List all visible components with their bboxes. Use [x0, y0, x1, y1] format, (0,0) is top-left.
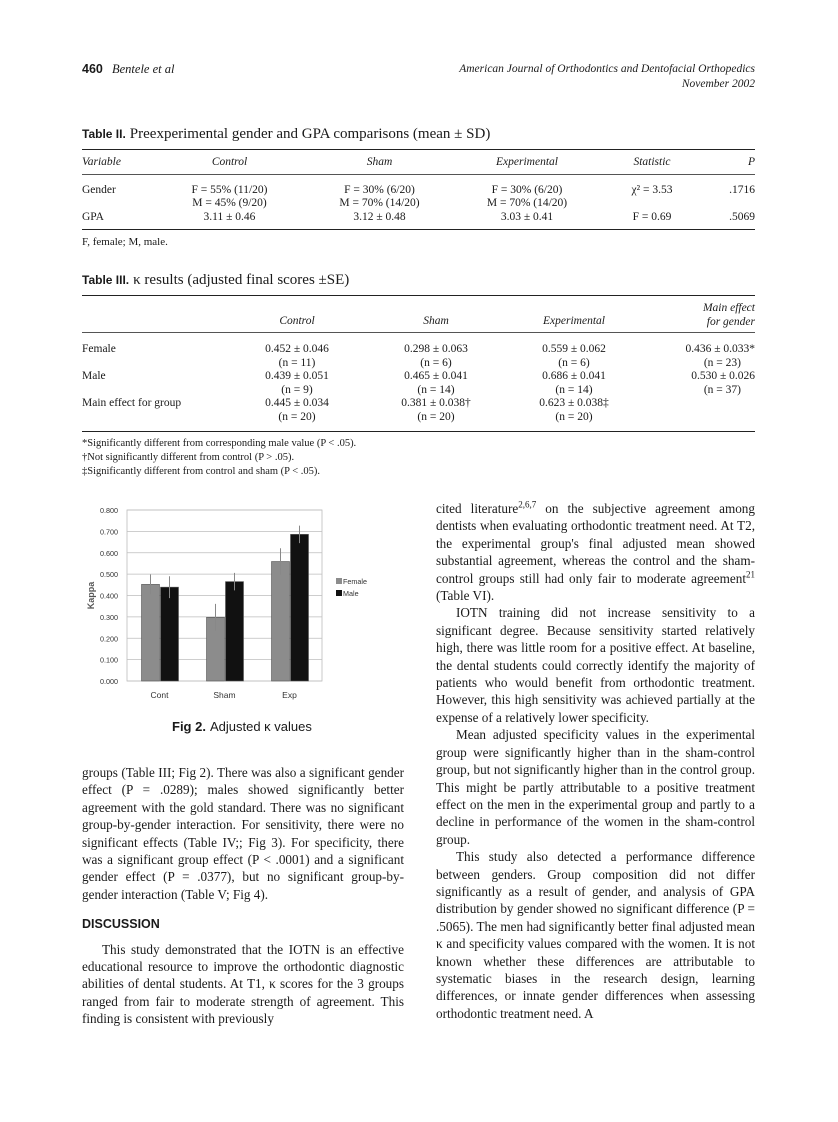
- table-cell: 3.12 ± 0.48: [353, 210, 406, 223]
- table2-caption: [82, 126, 490, 143]
- table3-caption: [82, 272, 349, 289]
- table-row: [82, 211, 755, 225]
- table3-header-row: [82, 302, 755, 329]
- table-cell: 0.530 ± 0.026 (n = 37): [691, 370, 755, 396]
- right-column: [436, 500, 755, 1022]
- table-cell: F = 30% (6/20) M = 70% (14/20): [339, 183, 420, 209]
- table-cell: .1716: [729, 183, 755, 196]
- table3-col-experimental: Experimental: [543, 315, 605, 327]
- table2-col-variable: Variable: [82, 156, 121, 168]
- table2-top-rule: [82, 149, 755, 150]
- journal-name: American Journal of Orthodontics and Dentofacial Orthopedics: [459, 63, 755, 75]
- table2: [82, 156, 755, 224]
- journal-issue: November 2002: [681, 78, 755, 90]
- table-cell: 0.623 ± 0.038‡ (n = 20): [539, 397, 609, 423]
- table-cell: 0.465 ± 0.041 (n = 14): [404, 370, 468, 396]
- page-number: 460: [82, 62, 103, 76]
- table3: [82, 302, 755, 424]
- table-cell: 3.03 ± 0.41: [500, 210, 554, 223]
- table-cell: 0.452 ± 0.046 (n = 11): [265, 343, 329, 369]
- table2-col-control: Control: [211, 156, 248, 168]
- table2-col-p: P: [747, 156, 755, 168]
- table3-bottom-rule: [82, 431, 755, 432]
- table-row: [82, 184, 755, 211]
- table2-col-sham: Sham: [366, 156, 393, 168]
- table-cell: 0.445 ± 0.034 (n = 20): [265, 397, 329, 423]
- table-cell: 0.439 ± 0.051 (n = 9): [265, 370, 329, 396]
- bar-male-exp: [291, 534, 309, 681]
- kappa-bar-chart: [82, 500, 412, 710]
- row-label: GPA: [82, 210, 104, 223]
- table-cell: .5069: [729, 210, 755, 223]
- table3-title: κ results (adjusted final scores ±SE): [133, 272, 350, 288]
- table2-header-rule: [82, 174, 755, 175]
- legend-label-female: Female: [343, 577, 367, 586]
- y-tick-label: 0.800: [100, 506, 118, 515]
- row-label: Main effect for group: [82, 397, 182, 409]
- paragraph: groups (Table III; Fig 2). There was also a significant gender effect (P = .0289); males showed significantly better agreement with the gold standard. There was no significant group-by-gender interaction. For sensitivity, there were no significant effects (Table IV;; Fig 3). For specificity, there was a significant group effect (P < .0001) and a significant gender effect (P = .0377), but no significant group-by-gender interaction (Table V; Fig 4).: [82, 765, 404, 902]
- x-tick-label: Exp: [282, 690, 297, 700]
- table3-col-control: Control: [279, 315, 315, 327]
- figure-title: Adjusted κ values: [209, 719, 312, 734]
- table-row: [82, 370, 755, 397]
- figure-label: Fig 2.: [172, 719, 206, 734]
- section-heading: DISCUSSION: [82, 917, 160, 932]
- y-tick-label: 0.100: [100, 655, 118, 665]
- table-cell: 3.11 ± 0.46: [203, 210, 256, 223]
- paragraph: Mean adjusted specificity values in the experimental group were significantly higher than in the sham-control group, but not significantly higher than in the control group. This might be partly attributable to a positive treatment effect on the men in the experimental group and partly to a decline in performance of the women in the sham-control group.: [436, 727, 755, 847]
- y-tick-label: 0.000: [100, 677, 118, 686]
- y-tick-label: 0.700: [100, 527, 118, 537]
- y-tick-label: 0.600: [100, 548, 118, 558]
- paragraph: This study also detected a performance difference between genders. Group composition did not differ significantly as a result of gender, and analysis of GPA distribution by gender showed no significant difference (P = .5065). The men had significantly better final adjusted mean κ and specificity values compared with the women. It is not known whether these differences are attributable to systematic biases in the research design, learning differences, or innate gender differences when assessing orthodontic treatment need. A: [436, 849, 755, 1021]
- table-cell: F = 0.69: [632, 210, 672, 223]
- legend-swatch-female: [336, 578, 342, 584]
- row-label: Female: [82, 343, 116, 355]
- running-header-right: [459, 62, 755, 92]
- table2-label: Table II.: [82, 127, 126, 141]
- table-row: [82, 343, 755, 370]
- paragraph: cited literature$^{2,6,7}$ on the subjective agreement among dentists when evaluating orthodontic treatment need. At T2, the experimental group's final adjusted mean showed substantial agreement, whereas the control and the sham-control groups still had only fair to moderate agreement$^{21}$ (Table VI).: [436, 499, 755, 604]
- y-tick-label: 0.500: [100, 570, 118, 580]
- paragraph: IOTN training did not increase sensitivity to a significant degree. Because sensitivity started relatively high, there was little room for a positive effect. At baseline, the dental students could correctly identify the majority of patients who would benefit from orthodontic treatment. However, this high sensitivity was achieved partially at the expense of a relatively lower specificity.: [436, 605, 755, 725]
- table-cell: 0.298 ± 0.063 (n = 6): [404, 343, 468, 369]
- table2-bottom-rule: [82, 229, 755, 230]
- table2-title: Preexperimental gender and GPA comparisons (mean ± SD): [129, 126, 491, 142]
- y-tick-label: 0.200: [100, 634, 118, 644]
- paragraph: This study demonstrated that the IOTN is an effective educational resource to improve the orthodontic diagnostic abilities of dental students. At T1, κ scores for the 3 groups ranged from fair to moderate strength of agreement. This finding is consistent with previously: [82, 941, 404, 1027]
- table3-footnote: *Significantly different from corresponding male value (P < .05).: [82, 438, 357, 449]
- y-tick-label: 0.400: [100, 591, 118, 601]
- bar-male-sham: [226, 582, 244, 681]
- table-cell: F = 55% (11/20) M = 45% (9/20): [191, 183, 268, 209]
- table2-col-experimental: Experimental: [496, 156, 558, 168]
- table3-footnote: †Not significantly different from control (P > .05).: [82, 452, 295, 463]
- y-axis-label: Kappa: [86, 581, 96, 610]
- table3-header-rule: [82, 332, 755, 333]
- table-row: [82, 397, 755, 424]
- running-author: Bentele et al: [111, 62, 175, 76]
- y-tick-label: 0.300: [100, 612, 118, 622]
- table3-footnote: ‡Significantly different from control and sham (P < .05).: [82, 466, 321, 477]
- row-label: Male: [82, 370, 106, 382]
- table3-col-main-effect: Main effect for gender: [702, 302, 755, 328]
- figure-caption: [172, 719, 312, 734]
- table2-footnote: F, female; M, male.: [82, 236, 168, 248]
- running-header-left: [82, 62, 174, 77]
- table-cell: 0.686 ± 0.041 (n = 14): [542, 370, 606, 396]
- row-label: Gender: [82, 183, 116, 196]
- x-tick-label: Cont: [150, 690, 169, 700]
- bar-male-cont: [161, 587, 179, 681]
- table-cell: 0.559 ± 0.062 (n = 6): [542, 343, 606, 369]
- table3-label: Table III.: [82, 273, 130, 287]
- bar-female-cont: [142, 584, 160, 681]
- table-cell: 0.381 ± 0.038† (n = 20): [401, 397, 471, 423]
- table-cell: F = 30% (6/20) M = 70% (14/20): [486, 183, 568, 209]
- left-column: [82, 764, 404, 1028]
- legend-swatch-male: [336, 590, 342, 596]
- bar-female-exp: [272, 562, 290, 681]
- table-cell: χ² = 3.53: [631, 183, 673, 196]
- table3-footnotes: [82, 437, 356, 479]
- legend-label-male: Male: [343, 589, 359, 598]
- table2-header-row: [82, 156, 755, 170]
- x-tick-label: Sham: [213, 690, 236, 700]
- table3-top-rule: [82, 295, 755, 296]
- table2-col-statistic: Statistic: [633, 156, 671, 168]
- table3-col-sham: Sham: [423, 315, 449, 327]
- table-cell: 0.436 ± 0.033* (n = 23): [685, 343, 755, 369]
